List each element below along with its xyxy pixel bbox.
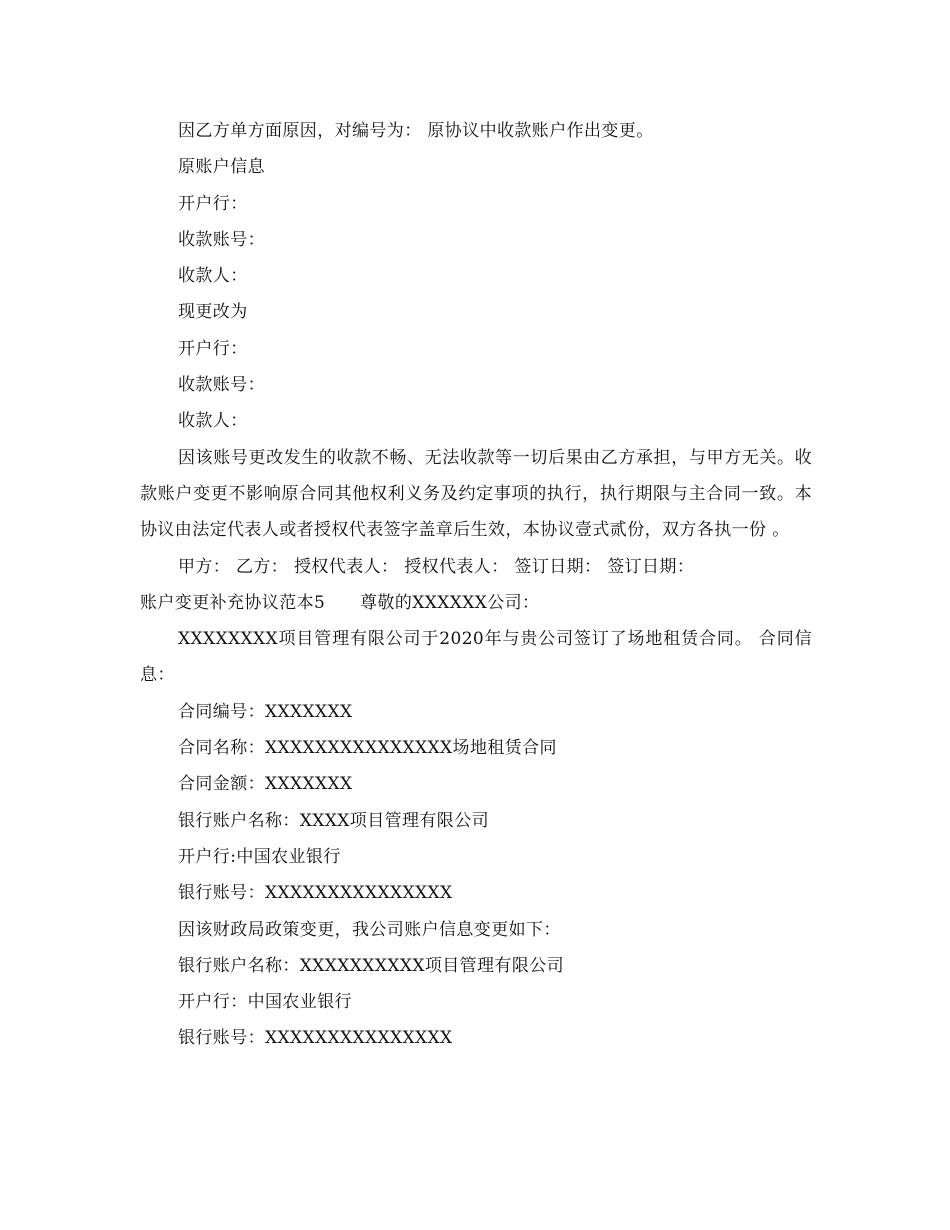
original-account-number-label: 收款账号： xyxy=(178,229,265,250)
new-bank-label: 开户行： xyxy=(178,338,248,359)
new-account-number-label: 收款账号： xyxy=(178,375,265,396)
old-bank-line: 开户行:中国农业银行 xyxy=(178,846,341,867)
original-bank-label: 开户行： xyxy=(178,193,248,214)
original-payee-label: 收款人： xyxy=(178,266,248,287)
old-bank-account-name-line: 银行账户名称：XXXX项目管理有限公司 xyxy=(178,810,490,831)
new-payee-label: 收款人： xyxy=(178,411,248,432)
old-bank-account-number-line: 银行账号：XXXXXXXXXXXXXXX xyxy=(178,883,453,904)
contract-intro-paragraph: XXXXXXXX项目管理有限公司于2020年与贵公司签订了场地租赁合同。 合同信息： xyxy=(140,629,812,686)
contract-number-line: 合同编号：XXXXXXX xyxy=(178,701,353,722)
new-bank-account-number-line: 银行账号：XXXXXXXXXXXXXXX xyxy=(178,1028,453,1049)
liability-paragraph: 因该账号更改发生的收款不畅、无法收款等一切后果由乙方承担，与甲方无关。收款账户变更不影响原合同其他权利义务及约定事项的执行，执行期限与主合同一致。本协议由法定代表人或者授权代表签字盖章后生效，本协议壹式贰份，双方各执一份 。 xyxy=(140,447,812,541)
template-title-salutation: 账户变更补充协议范本5 尊敬的XXXXXX公司： xyxy=(140,592,540,613)
contract-name-line: 合同名称：XXXXXXXXXXXXXXX场地租赁合同 xyxy=(178,738,557,759)
policy-change-line: 因该财政局政策变更，我公司账户信息变更如下： xyxy=(178,919,561,940)
contract-amount-line: 合同金额：XXXXXXX xyxy=(178,774,353,795)
new-bank-line: 开户行：中国农业银行 xyxy=(178,992,352,1013)
change-notice-paragraph: 因乙方单方面原因，对编号为： 原协议中收款账户作出变更。 xyxy=(178,121,654,141)
new-account-heading: 现更改为 xyxy=(178,302,248,323)
original-account-heading: 原账户信息 xyxy=(178,157,265,178)
document-body xyxy=(140,113,812,1057)
signature-line: 甲方： 乙方： 授权代表人： 授权代表人： 签订日期： 签订日期： xyxy=(178,556,695,577)
new-bank-account-name-line: 银行账户名称：XXXXXXXXXX项目管理有限公司 xyxy=(178,955,565,976)
